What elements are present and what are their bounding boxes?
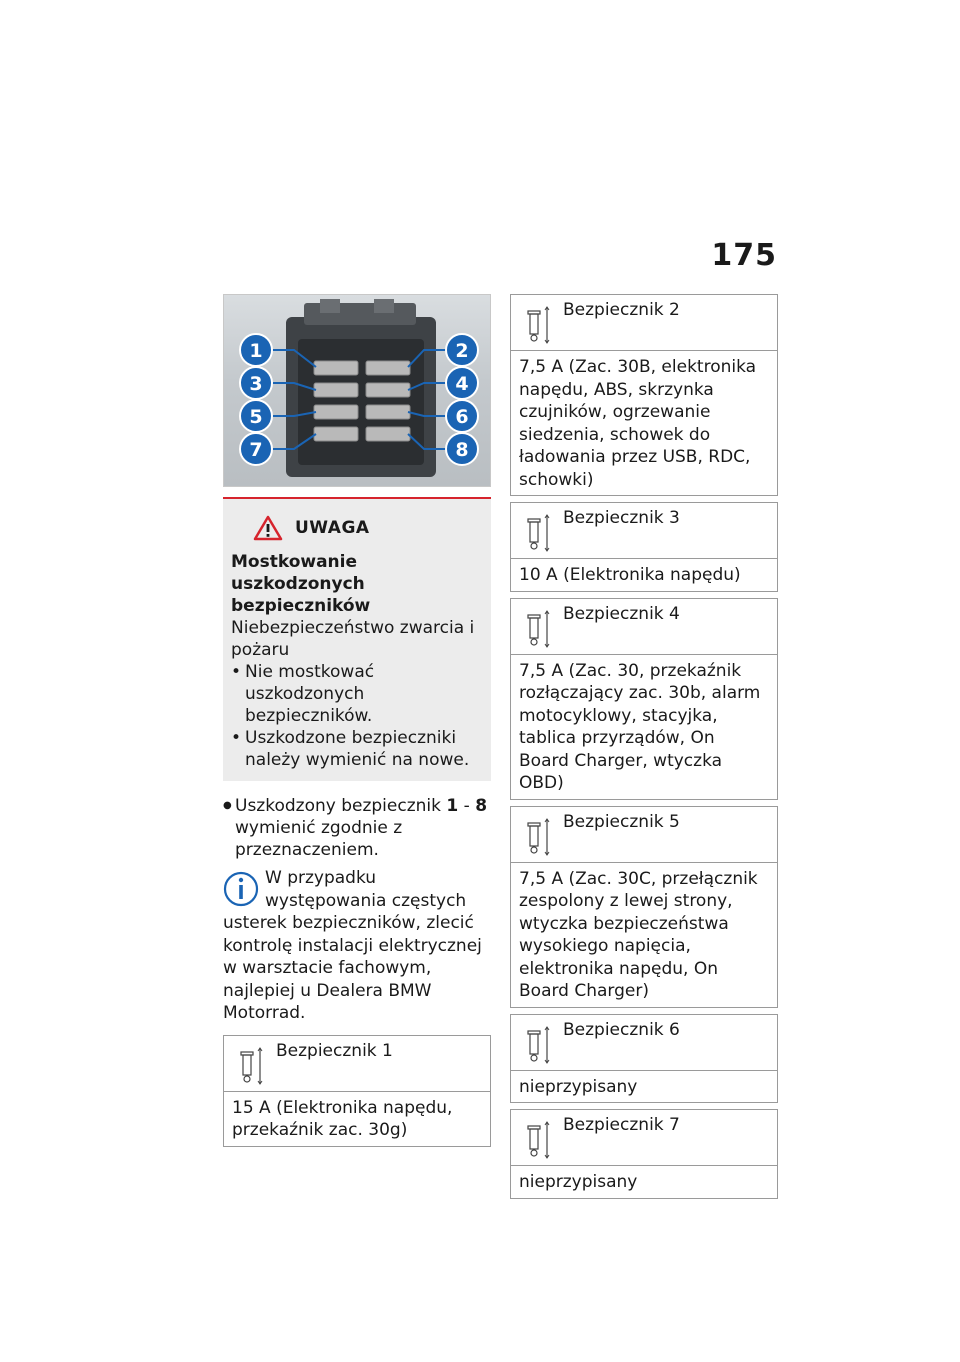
warning-subtitle: Mostkowanie uszkodzonych bezpieczników xyxy=(231,552,371,616)
step-from: 1 xyxy=(446,796,459,816)
fuse-header xyxy=(511,807,777,863)
badge-6 xyxy=(446,400,478,432)
warning-risk: Niebezpieczeństwo zwarcia i pożaru xyxy=(231,618,475,660)
fuse-icon xyxy=(240,1046,264,1086)
fuse-description: nieprzypisany xyxy=(519,1076,638,1097)
info-text: W przypadku występowania częstych usterek bezpieczników, zlecić kontrolę instalacji elektrycznej w warsztacie fachowym, najlepiej u Dealera BMW Motorrad. xyxy=(223,868,482,1023)
badge-7 xyxy=(240,433,272,465)
badge-label: 4 xyxy=(455,373,469,395)
fuse-header xyxy=(511,503,777,559)
fuse-header xyxy=(511,1015,777,1071)
fuse-header xyxy=(224,1036,490,1092)
info-note xyxy=(223,867,491,1025)
page-number: 175 xyxy=(711,238,777,273)
fuse-description: 7,5 A (Zac. 30B, elektronika napędu, ABS, skrzynka czujników, ogrzewanie siedzenia, schowek do ładowania przez USB, RDC, schowki) xyxy=(519,357,757,490)
list-item: • Uszkodzone bezpieczniki należy wymienić na nowe. xyxy=(231,727,481,771)
warning-triangle-icon xyxy=(253,515,283,541)
fuse-description: 7,5 A (Zac. 30C, przełącznik zespolony z lewej strony, wtyczka bezpieczeństwa wysokiego napięcia, elektronika napędu, On Board Charger) xyxy=(519,868,758,1001)
list-item: • Nie mostkować uszkodzonych bezpieczników. xyxy=(231,661,481,727)
fuse-header xyxy=(511,1110,777,1166)
fuse-table-2 xyxy=(510,294,778,496)
fuse-description: nieprzypisany xyxy=(519,1172,638,1192)
badge-4 xyxy=(446,367,478,399)
warning-title: UWAGA xyxy=(295,518,370,538)
warning-list xyxy=(231,661,481,771)
fuse-title: Bezpiecznik 7 xyxy=(563,1115,680,1135)
step-suffix: wymienić zgodnie z przeznaczeniem. xyxy=(235,818,403,860)
warning-header xyxy=(253,515,481,541)
fuse-table-6 xyxy=(510,1014,778,1104)
fuse-header xyxy=(511,295,777,351)
fuse-icon xyxy=(527,1025,551,1065)
badge-3 xyxy=(240,367,272,399)
fuse-description: 15 A (Elektronika napędu, przekaźnik zac. 30g) xyxy=(232,1097,453,1140)
warning-box xyxy=(223,497,491,781)
fuse-table-4 xyxy=(510,598,778,800)
fuse-description: 10 A (Elektronika napędu) xyxy=(519,565,741,585)
fuse-icon xyxy=(527,609,551,649)
badge-label: 1 xyxy=(249,340,263,362)
fuse-header xyxy=(511,599,777,655)
fuse-table-5 xyxy=(510,806,778,1008)
fuse-description: 7,5 A (Zac. 30, przekaźnik rozłączający zac. 30b, alarm motocyklowy, stacyjka, tablica przyrządów, On Board Charger, wtyczka OBD) xyxy=(519,660,761,793)
fuse-title: Bezpiecznik 5 xyxy=(563,811,680,832)
fuse-table-3 xyxy=(510,502,778,592)
step-to: 8 xyxy=(475,796,488,816)
badge-label: 5 xyxy=(249,406,263,428)
fuse-icon xyxy=(527,1120,551,1160)
fuse-box-photo xyxy=(223,294,491,487)
fuse-title: Bezpiecznik 6 xyxy=(563,1019,680,1040)
badge-label: 7 xyxy=(249,439,263,461)
instruction-step xyxy=(223,795,491,861)
badge-1 xyxy=(240,334,272,366)
fuse-title: Bezpiecznik 1 xyxy=(276,1040,393,1061)
fuse-title: Bezpiecznik 4 xyxy=(563,603,680,624)
fuse-title: Bezpiecznik 2 xyxy=(563,300,680,320)
fuse-icon xyxy=(527,305,551,345)
fuse-title: Bezpiecznik 3 xyxy=(563,508,680,528)
step-dash: - xyxy=(458,796,476,816)
fuse-icon xyxy=(527,817,551,857)
badge-label: 6 xyxy=(455,406,469,428)
badge-5 xyxy=(240,400,272,432)
badge-label: 2 xyxy=(455,340,469,362)
fuse-table-1 xyxy=(223,1035,491,1147)
step-prefix: Uszkodzony bezpiecznik xyxy=(235,796,447,816)
right-column xyxy=(510,294,778,1199)
badge-8 xyxy=(446,433,478,465)
fuse-icon xyxy=(527,513,551,553)
badge-2 xyxy=(446,334,478,366)
fuse-box-illustration xyxy=(224,295,491,487)
left-column xyxy=(223,294,491,1147)
info-icon xyxy=(223,869,259,909)
badge-label: 8 xyxy=(455,439,469,461)
badge-label: 3 xyxy=(249,373,263,395)
fuse-table-7 xyxy=(510,1109,778,1199)
